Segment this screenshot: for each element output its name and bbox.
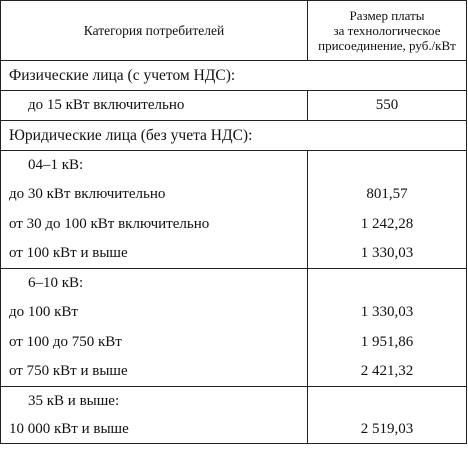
header-price-line3: присоединение, руб./кВт [318, 38, 456, 53]
group-value-empty [308, 387, 467, 416]
section-title-row [1, 61, 467, 91]
header-price [308, 1, 467, 61]
header-category: Категория потребителей [1, 1, 308, 61]
row-label: до 100 кВт [1, 298, 308, 328]
row-value: 550 [308, 91, 467, 121]
section-title-row [1, 121, 467, 151]
group-title-row [1, 269, 467, 298]
table-row [1, 210, 467, 239]
row-value: 801,57 [308, 180, 467, 210]
table-row [1, 180, 467, 210]
group-title: 35 кВ и выше: [1, 387, 308, 416]
row-label: 10 000 кВт и выше [1, 416, 308, 444]
group-title-row [1, 387, 467, 416]
group-value-empty [308, 269, 467, 298]
row-label: от 30 до 100 кВт включительно [1, 210, 308, 239]
header-price-line1: Размер платы [349, 8, 425, 23]
table-row [1, 328, 467, 357]
table-header-row [1, 1, 467, 61]
row-label: от 750 кВт и выше [1, 357, 308, 387]
row-value: 2 519,03 [308, 416, 467, 444]
row-value: 1 242,28 [308, 210, 467, 239]
group-value-empty [308, 151, 467, 180]
table-row [1, 239, 467, 269]
table-row [1, 298, 467, 328]
group-title-row [1, 151, 467, 180]
table-row [1, 357, 467, 387]
row-label: до 15 кВт включительно [1, 91, 308, 121]
row-label: от 100 кВт и выше [1, 239, 308, 269]
row-value: 1 951,86 [308, 328, 467, 357]
table-row [1, 91, 467, 121]
header-price-line2: за технологическое [333, 23, 441, 38]
group-title: 6–10 кВ: [1, 269, 308, 298]
section-title-individuals: Физические лица (с учетом НДС): [1, 61, 467, 91]
row-label: от 100 до 750 кВт [1, 328, 308, 357]
row-value: 1 330,03 [308, 298, 467, 328]
section-title-legal: Юридические лица (без учета НДС): [1, 121, 467, 151]
row-value: 2 421,32 [308, 357, 467, 387]
row-label: до 30 кВт включительно [1, 180, 308, 210]
row-value: 1 330,03 [308, 239, 467, 269]
group-title: 04–1 кВ: [1, 151, 308, 180]
table-row [1, 416, 467, 444]
